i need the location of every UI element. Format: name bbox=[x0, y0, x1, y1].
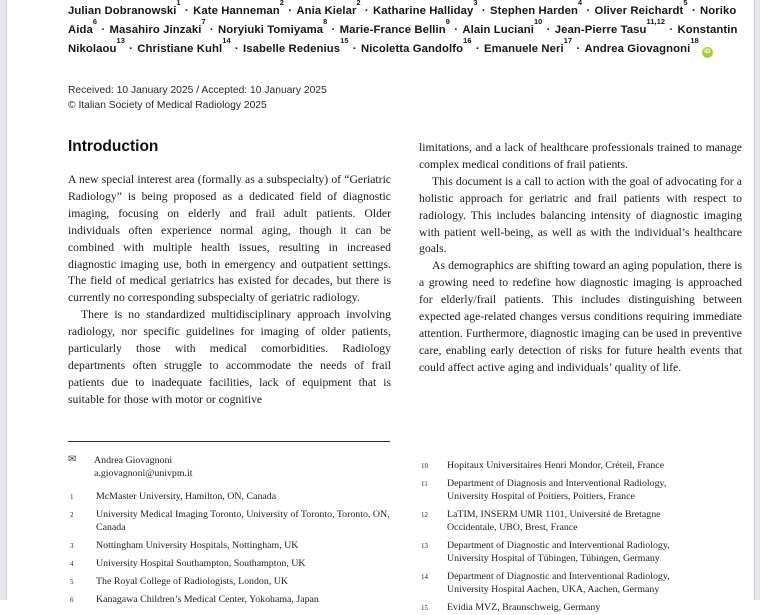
footnote-number: 13 bbox=[421, 542, 428, 550]
author: Alain Luciani$^{10}$ · bbox=[462, 17, 554, 36]
paragraph: As demographics are shifting toward an aging population, there is a growing need to redefine how diagnostic imaging is approached for elderly/frail patients. This includes distinguishing between expected age-related changes versus conditions requiring immediate attention. Furthermore, diagnostic imaging can be used in preventive care, enabling early detection of risks for future health events that could affect active aging and individuals’ quality of life. bbox=[419, 259, 742, 374]
footnote-item bbox=[68, 557, 391, 570]
author: Kate Hanneman$^2$ · bbox=[193, 0, 296, 17]
author-last: Andrea Giovagnoni$^{18}$ bbox=[584, 36, 699, 55]
footnote-number: 12 bbox=[421, 511, 428, 519]
footnotes-left-list bbox=[68, 490, 391, 606]
footnote-number: 14 bbox=[421, 573, 428, 581]
body-column-right bbox=[419, 137, 742, 409]
footnote-item bbox=[68, 490, 391, 503]
footnote-text: McMaster University, Hamilton, ON, Canada bbox=[96, 491, 277, 502]
orcid-icon[interactable]: iD bbox=[702, 47, 713, 58]
footnote-item bbox=[419, 539, 742, 565]
footnote-number: 2 bbox=[70, 511, 74, 519]
author: Masahiro Jinzaki$^7$ · bbox=[109, 17, 218, 36]
footnote-number: 11 bbox=[421, 480, 428, 488]
author: Katharine Halliday$^3$ · bbox=[373, 0, 489, 17]
received-accepted-line: Received: 10 January 2025 / Accepted: 10 January 2025 bbox=[68, 85, 327, 96]
article-meta bbox=[68, 84, 742, 113]
footnote-item bbox=[68, 539, 391, 552]
author: Isabelle Redenius$^{15}$ · bbox=[243, 36, 360, 55]
author: Christiane Kuhl$^{14}$ · bbox=[137, 36, 243, 55]
section-heading: Introduction bbox=[68, 138, 159, 155]
footnote-number: 10 bbox=[421, 462, 428, 470]
footnote-number: 1 bbox=[70, 493, 74, 501]
footnote-item bbox=[419, 601, 742, 614]
footnote-text: University Medical Imaging Toronto, University of Toronto, Toronto, ON, Canada bbox=[96, 509, 390, 533]
paragraph: A new special interest area (formally as a subspecialty) of “Geriatric Radiology” is being proposed as a dedicated field of diagnostic imaging, focusing on elderly and frail adult patients. Older individuals often experience normal aging, though it can be combined with multiple health issues, resulting in increased diagnostic imaging use, both in emergency and outpatient settings. The field of medical geriatrics has existed for decades, but there is currently no corresponding subspecialty of geriatric radiology. bbox=[68, 173, 391, 305]
footnote-text: Evidia MVZ, Braunschweig, Germany bbox=[447, 602, 601, 613]
footnote-text: Hopitaux Universitaires Henri Mondor, Créteil, France bbox=[447, 460, 665, 471]
paragraph: There is no standardized multidisciplinary approach involving radiology, nor specific guidelines for imaging of older patients, particularly those with medical comorbidities. Radiology departments often struggle to accommodate the needs of frail patients due to inadequate facilities, lack of equipment that is suitable for those with motor or cognitive bbox=[68, 308, 391, 406]
footnote-text: Kanagawa Children’s Medical Center, Yokohama, Japan bbox=[96, 594, 319, 605]
footnotes-area bbox=[68, 441, 742, 614]
mail-icon: ✉ bbox=[68, 454, 77, 465]
author: Stephen Harden$^4$ · bbox=[489, 0, 594, 17]
footnote-item bbox=[419, 477, 742, 503]
footnote-item bbox=[68, 575, 391, 588]
body-column-left bbox=[68, 137, 391, 409]
footnote-number: 4 bbox=[70, 560, 74, 568]
footnote-number: 15 bbox=[421, 604, 428, 612]
author: Nicoletta Gandolfo$^{16}$ · bbox=[360, 36, 483, 55]
footnote-text: Department of Diagnostic and Interventional Radiology, University Hospital Aachen, UKA, Aachen, Germany bbox=[447, 571, 670, 595]
paragraph: This document is a call to action with the goal of advocating for a holistic approach for geriatric and frail patients with respect to radiology. This includes balancing intensity of diagnostic imaging with patient well-being, as well as with the individual’s healthcare goals. bbox=[419, 174, 742, 256]
paragraph: limitations, and a lack of healthcare professionals trained to manage complex medical conditions of frail patients. bbox=[419, 141, 742, 171]
footnote-item bbox=[419, 508, 742, 534]
author: Noryiuki Tomiyama$^8$ · bbox=[218, 17, 339, 36]
footnote-text: University Hospital Southampton, Southampton, UK bbox=[96, 558, 306, 569]
footnotes-column-left bbox=[68, 454, 391, 614]
footnote-text: Nottingham University Hospitals, Nottingham, UK bbox=[96, 540, 299, 551]
author: Emanuele Neri$^{17}$ · bbox=[483, 36, 584, 55]
body-columns bbox=[68, 137, 742, 409]
footnotes-right-list bbox=[419, 459, 742, 614]
page-edge-left bbox=[0, 0, 7, 600]
correspondence-email[interactable]: a.giovagnoni@univpm.it bbox=[94, 468, 193, 479]
copyright-line: © Italian Society of Medical Radiology 2025 bbox=[68, 99, 267, 111]
page-edge-right bbox=[754, 0, 760, 600]
correspondence-block bbox=[68, 454, 391, 480]
correspondence-name: Andrea Giovagnoni bbox=[94, 455, 173, 466]
author: Konstantin Nikolaou$^{13}$ · bbox=[68, 24, 738, 55]
author: Noriko Aida$^6$ · bbox=[68, 5, 737, 36]
footnote-number: 3 bbox=[70, 542, 74, 550]
author: Julian Dobranowski$^1$ · bbox=[68, 0, 193, 17]
authors-block bbox=[68, 2, 742, 59]
author: Ania Kielar$^2$ · bbox=[296, 0, 373, 17]
footnote-text: Department of Diagnostic and Interventional Radiology, University Hospital of Tübingen, Tübingen, Germany bbox=[447, 540, 670, 564]
footnote-number: 5 bbox=[70, 578, 74, 586]
footnote-number: 6 bbox=[70, 596, 74, 604]
footnotes-column-right bbox=[419, 454, 742, 614]
footnote-item bbox=[68, 508, 391, 534]
author: Oliver Reichardt$^5$ · bbox=[594, 0, 699, 17]
footnote-text: LaTIM, INSERM UMR 1101, Université de Bretagne Occidentale, UBO, Brest, France bbox=[447, 509, 661, 533]
footnote-item bbox=[419, 459, 742, 472]
author: Jean-Pierre Tasu$^{11,12}$ · bbox=[554, 17, 677, 36]
footnote-text: Department of Diagnosis and Interventional Radiology, University Hospital of Poitiers, Poitiers, France bbox=[447, 478, 667, 502]
author: Marie-France Bellin$^9$ · bbox=[339, 17, 462, 36]
footnote-item bbox=[419, 570, 742, 596]
footnote-text: The Royal College of Radiologists, London, UK bbox=[96, 576, 288, 587]
